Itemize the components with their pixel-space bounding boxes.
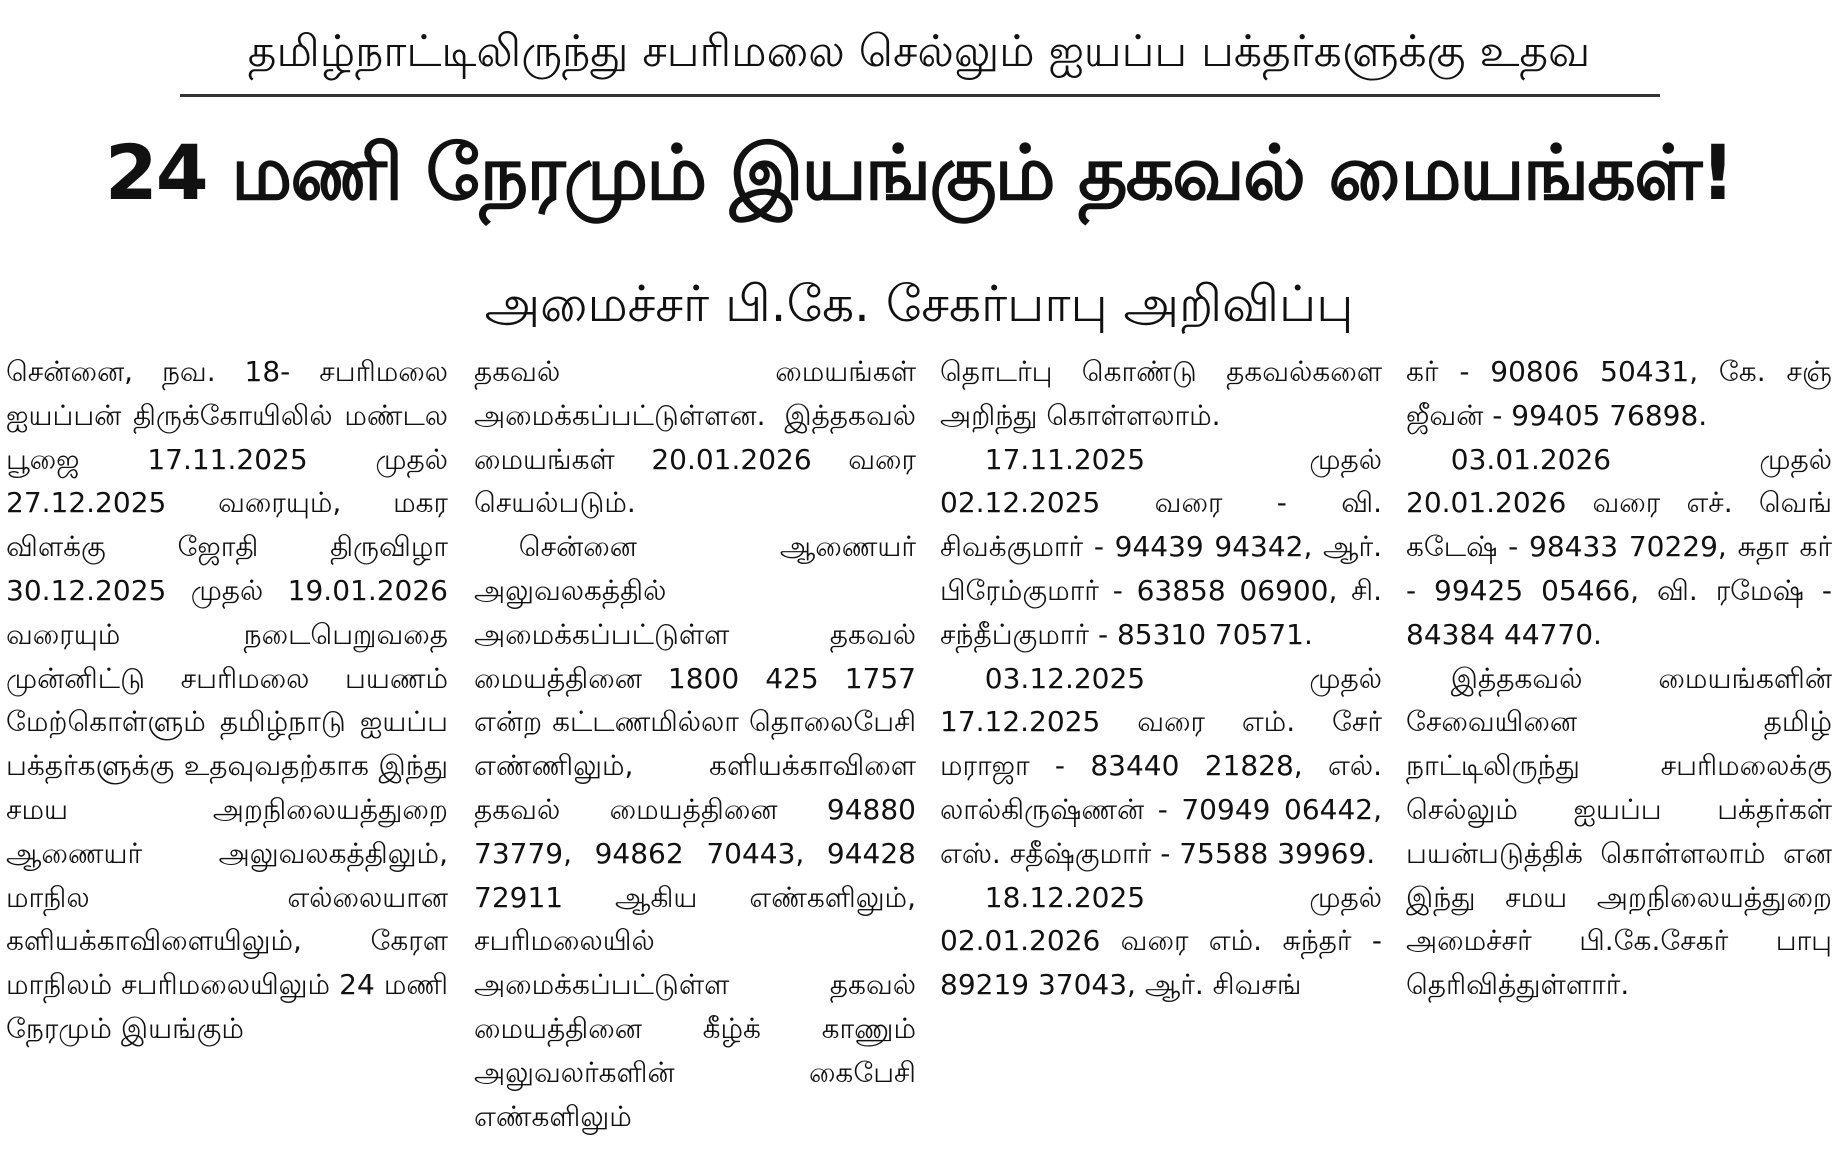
text-column-2 [474,350,916,1150]
text-column-4 [1406,350,1832,1150]
paragraph: சென்னை, நவ. 18- சபரிமலை ஐயப்பன் திருக்கோயிலில் மண்டல பூஜை 17.11.2025 முதல் 27.12.2025 வரையும், மகர விளக்கு ஜோதி திருவிழா 30.12.2025 முதல் 19.01.2026 வரையும் நடைபெறுவதை முன்னிட்டு சபரிமலை பயணம் மேற்கொள்ளும் தமிழ்நாடு ஐயப்ப பக்தர்களுக்கு உதவுவதற்காக இந்து சமய அறநிலையத்துறை ஆணையர் அலுவலகத்திலும், மாநில எல்லையான களியக்காவிளையிலும், கேரள மாநிலம் சபரிமலையிலும் 24 மணி நேரமும் இயங்கும் [6,355,448,1045]
paragraph: தகவல் மையங்கள் அமைக்கப்பட்டுள்ளன. இத்தகவல் மையங்கள் 20.01.2026 வரை செயல்படும். [474,355,916,520]
paragraph: இத்தகவல் மையங்களின் சேவையினை தமிழ் நாட்டிலிருந்து சபரிமலைக்கு செல்லும் ஐயப்ப பக்தர்கள் பயன்படுத்திக் கொள்ளலாம் என இந்து சமய அறநிலையத்துறை அமைச்சர் பி.கே.சேகர் பாபு தெரிவித்துள்ளார். [1406,661,1832,1002]
text-column-1 [6,350,448,1150]
kicker-divider [180,94,1660,97]
paragraph: கர் - 90806 50431, கே. சஞ் ஜீவன் - 99405 76898. [1406,355,1832,432]
text-column-3 [940,350,1382,1150]
paragraph: 03.01.2026 முதல் 20.01.2026 வரை எச். வெங் கடேஷ் - 98433 70229, சுதா கர் - 99425 05466, வி. ரமேஷ் - 84384 44770. [1406,442,1832,651]
paragraph: 03.12.2025 முதல் 17.12.2025 வரை எம். சேர் மராஜா - 83440 21828, எல். லால்கிருஷ்ணன் - 70949 06442, எஸ். சதீஷ்குமார் - 75588 39969. [940,661,1382,870]
article-subhead: அமைச்சர் பி.கே. சேகர்பாபு அறிவிப்பு [484,275,1354,333]
article-kicker: தமிழ்நாட்டிலிருந்து சபரிமலை செல்லும் ஐயப்ப பக்தர்களுக்கு உதவ [247,26,1591,77]
paragraph: 17.11.2025 முதல் 02.12.2025 வரை - வி. சிவக்குமார் - 94439 94342, ஆர். பிரேம்குமார் - 63858 06900, சி. சந்தீப்குமார் - 85310 70571. [940,442,1382,651]
paragraph: சென்னை ஆணையர் அலுவலகத்தில் அமைக்கப்பட்டுள்ள தகவல் மையத்தினை 1800 425 1757 என்ற கட்டணமில்லா தொலைபேசி எண்ணிலும், களியக்காவிளை தகவல் மையத்தினை 94880 73779, 94862 70443, 94428 72911 ஆகிய எண்களிலும், சபரிமலையில் அமைக்கப்பட்டுள்ள தகவல் மையத்தினை கீழ்க் காணும் அலுவலர்களின் கைபேசி எண்களிலும் [474,530,916,1133]
paragraph: 18.12.2025 முதல் 02.01.2026 வரை எம். சுந்தர் - 89219 37043, ஆர். சிவசங் [940,880,1382,1002]
paragraph: தொடர்பு கொண்டு தகவல்களை அறிந்து கொள்ளலாம். [940,355,1382,432]
article-headline: 24 மணி நேரமும் இயங்கும் தகவல் மையங்கள்! [104,128,1734,217]
